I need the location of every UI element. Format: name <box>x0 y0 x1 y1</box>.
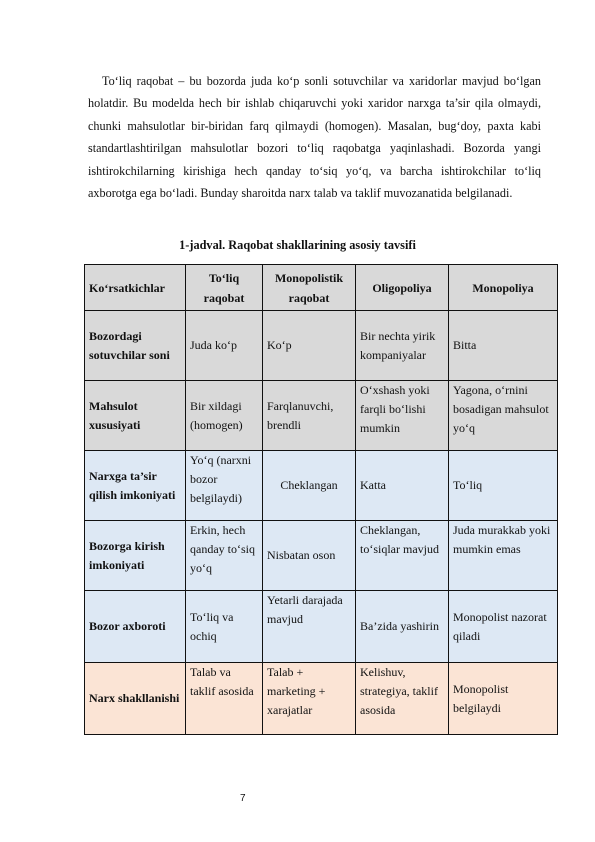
table-cell: Farqlanuvchi, brendli <box>263 381 356 451</box>
table-cell: Ba’zida yashirin <box>356 591 449 663</box>
header-indicators: Ko‘rsatkichlar <box>85 265 186 311</box>
table-cell: Talab va taklif asosida <box>186 663 263 735</box>
table-cell: Juda murakkab yoki mumkin emas <box>449 521 558 591</box>
header-monopoly: Monopoliya <box>449 265 558 311</box>
table-cell: Nisbatan oson <box>263 521 356 591</box>
table-cell: To‘liq <box>449 451 558 521</box>
row-label: Bozordagi sotuvchilar soni <box>85 311 186 381</box>
row-label: Bozorga kirish imkoniyati <box>85 521 186 591</box>
table-row <box>85 451 558 521</box>
table-cell: Monopolist belgilaydi <box>449 663 558 735</box>
row-label: Mahsulot xususiyati <box>85 381 186 451</box>
table-header-row <box>85 265 558 311</box>
row-label: Narxga ta’sir qilish imkoniyati <box>85 451 186 521</box>
table-row <box>85 521 558 591</box>
table-caption: 1-jadval. Raqobat shakllarining asosiy tavsifi <box>179 238 416 252</box>
table-cell: Erkin, hech qanday to‘siq yo‘q <box>186 521 263 591</box>
competition-forms-table <box>84 264 558 735</box>
header-oligopoly: Oligopoliya <box>356 265 449 311</box>
table-cell: Yo‘q (narxni bozor belgilaydi) <box>186 451 263 521</box>
table-cell: Cheklangan <box>263 451 356 521</box>
header-monopolistic-competition: Monopolistik raqobat <box>263 265 356 311</box>
intro-paragraph: To‘liq raqobat – bu bozorda juda ko‘p sonli sotuvchilar va xaridorlar mavjud bo‘lgan holatdir. Bu modelda hech bir ishlab chiqaruvchi yoki xaridor narxga ta’sir qila olmaydi, chunki mahsulotlar bir-biridan farq qilmaydi (homogen). Masalan, bug‘doy, paxta kabi standartlashtirilgan mahsulotlar bozori to‘liq raqobatga yaqinlashadi. Bozorda yangi ishtirokchilarning kirishiga hech qanday to‘siq yo‘q, va barcha ishtirokchilar to‘liq axborotga ega bo‘ladi. Bunday sharoitda narx talab va taklif muvozanatida belgilanadi. <box>88 74 541 201</box>
row-label: Bozor axboroti <box>85 591 186 663</box>
table-cell: Ko‘p <box>263 311 356 381</box>
page-number: 7 <box>240 793 246 804</box>
table-cell: Talab + marketing + xarajatlar <box>263 663 356 735</box>
table-row <box>85 381 558 451</box>
table-cell: O‘xshash yoki farqli bo‘lishi mumkin <box>356 381 449 451</box>
table-cell: Kelishuv, strategiya, taklif asosida <box>356 663 449 735</box>
table-cell: Bitta <box>449 311 558 381</box>
table-row <box>85 591 558 663</box>
table-row <box>85 663 558 735</box>
table-cell: Katta <box>356 451 449 521</box>
table-cell: Bir xildagi (homogen) <box>186 381 263 451</box>
table-cell: Yetarli darajada mavjud <box>263 591 356 663</box>
table-cell: Cheklangan, to‘siqlar mavjud <box>356 521 449 591</box>
table-cell: Monopolist nazorat qiladi <box>449 591 558 663</box>
table-cell: Bir nechta yirik kompaniyalar <box>356 311 449 381</box>
row-label: Narx shakllanishi <box>85 663 186 735</box>
table-cell: Yagona, o‘rnini bosadigan mahsulot yo‘q <box>449 381 558 451</box>
table-row <box>85 311 558 381</box>
table-cell: To‘liq va ochiq <box>186 591 263 663</box>
header-perfect-competition: To‘liq raqobat <box>186 265 263 311</box>
table-cell: Juda ko‘p <box>186 311 263 381</box>
